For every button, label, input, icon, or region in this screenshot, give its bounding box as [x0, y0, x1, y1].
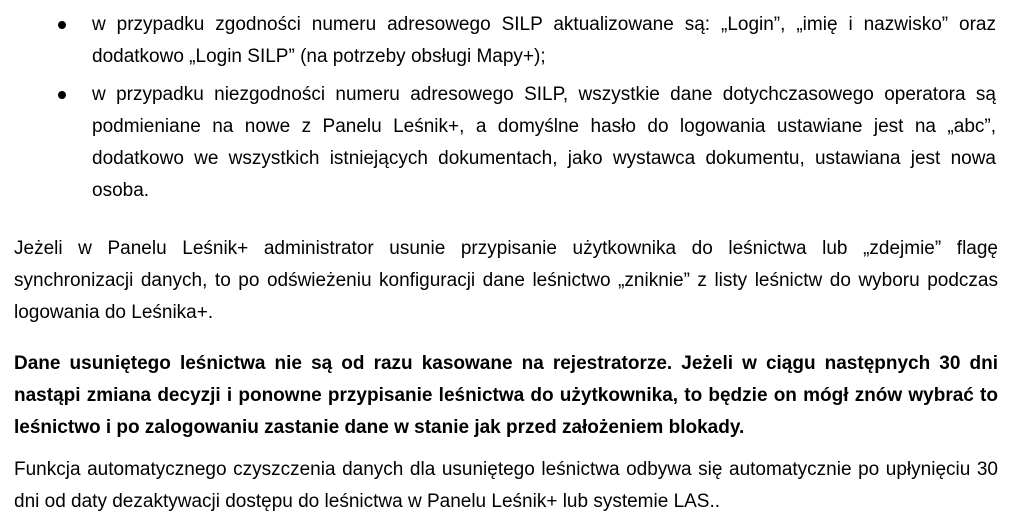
bullet-dot-icon	[58, 21, 66, 29]
bullet-dot-icon	[58, 91, 66, 99]
bullet-list	[0, 9, 1024, 213]
bullet-item-address-mismatch	[92, 79, 996, 207]
paragraph-auto-cleanup: Funkcja automatycznego czyszczenia danych dla usuniętego leśnictwa odbywa się automatycznie po upłynięciu 30 dni od daty dezaktywacji dostępu do leśnictwa w Panelu Leśnik+ lub systemie LAS..	[14, 459, 998, 512]
paragraph-retention-notice: Dane usuniętego leśnictwa nie są od razu kasowane na rejestratorze. Jeżeli w ciągu następnych 30 dni nastąpi zmiana decyzji i ponowne przypisanie leśnictwa do użytkownika, to będzie on mógł znów wybrać to leśnictwo i po zalogowaniu zastanie dane w stanie jak przed założeniem blokady.	[14, 353, 998, 438]
bullet-text: w przypadku zgodności numeru adresowego SILP aktualizowane są: „Login”, „imię i nazwisko” oraz dodatkowo „Login SILP” (na potrzeby obsługi Mapy+);	[92, 14, 996, 67]
paragraph-removal-info: Jeżeli w Panelu Leśnik+ administrator usunie przypisanie użytkownika do leśnictwa lub „zdejmie” flagę synchronizacji danych, to po odświeżeniu konfiguracji dane leśnictwo „zniknie” z listy leśnictw do wyboru podczas logowania do Leśnika+.	[14, 238, 998, 323]
bullet-text: w przypadku niezgodności numeru adresowego SILP, wszystkie dane dotychczasowego operatora są podmieniane na nowe z Panelu Leśnik+, a domyślne hasło do logowania ustawiane jest na „abc”, dodatkowo we wszystkich istniejących dokumentach, jako wystawca dokumentu, ustawiana jest nowa osoba.	[92, 84, 996, 201]
bullet-item-address-match	[92, 9, 996, 73]
